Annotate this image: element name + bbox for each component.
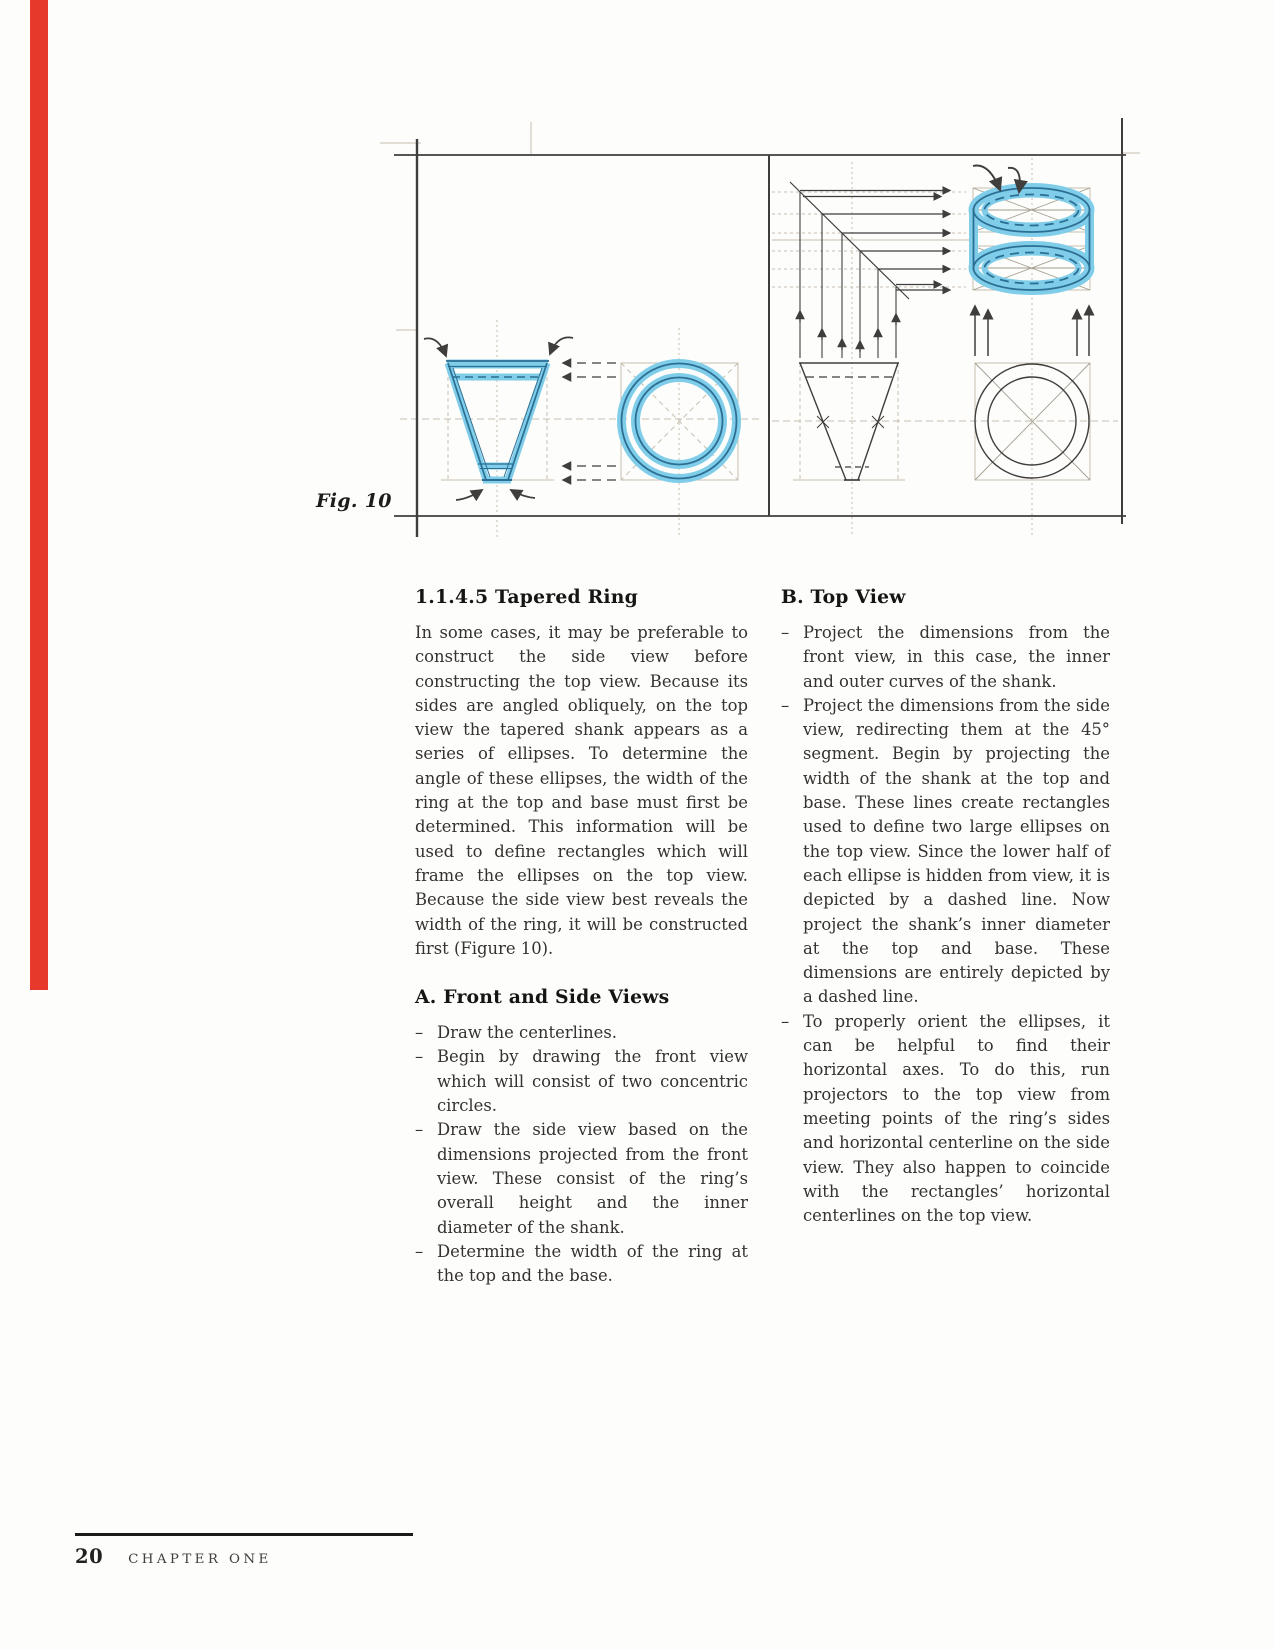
projection-45-construction	[790, 182, 950, 358]
page-number: 20	[75, 1545, 104, 1568]
subsection-heading-front-side-views: A. Front and Side Views	[415, 986, 670, 1009]
list-item	[781, 621, 1110, 694]
figure-10-drawing	[380, 118, 1140, 548]
list-item	[415, 1045, 748, 1118]
list-item	[415, 1021, 748, 1045]
bullet-text: Project the dimensions from the side view, redirecting them at the 45° segment. Begin by projecting the width of the shank at the top and base. These lines create rectangles used to define two large ellipses on the top view. Since the lower half of each ellipse is hidden from view, it is depicted by a dashed line. Now project the shank’s inner diameter at the top and base. These dimensions are entirely depicted by a dashed line.	[803, 695, 1110, 1007]
subsection-heading-top-view: B. Top View	[781, 586, 906, 608]
list-item	[415, 1118, 748, 1239]
footer-rule	[75, 1533, 413, 1536]
left-column	[415, 586, 748, 1288]
bullet-dash: –	[781, 623, 790, 642]
bullet-dash: –	[781, 1011, 790, 1031]
list-item	[415, 1240, 748, 1289]
chapter-label: CHAPTER ONE	[128, 1552, 272, 1567]
bullet-text: Draw the centerlines.	[437, 1023, 617, 1043]
bullet-dash: –	[415, 1120, 424, 1140]
bullet-text: Project the dimensions from the front view, in this case, the inner and outer curves of the shank.	[803, 623, 1110, 691]
section-heading-tapered-ring: 1.1.4.5 Tapered Ring	[415, 586, 638, 608]
bullet-text: Determine the width of the ring at the top and the base.	[437, 1241, 748, 1286]
bullet-text: Draw the side view based on the dimensions projected from the front view. These consist of the ring’s overall height and the inner diameter of the shank.	[437, 1120, 748, 1237]
figure-frame	[394, 118, 1126, 537]
bullet-dash: –	[415, 1241, 424, 1261]
top-view-cylinder-highlighted	[973, 166, 1090, 291]
bullet-text: Begin by drawing the front view which will consist of two concentric circles.	[437, 1047, 748, 1116]
figure-caption: Fig. 10	[316, 490, 392, 512]
figure-10	[0, 0, 1275, 560]
bullet-dash: –	[781, 695, 790, 715]
footer-meta	[75, 1545, 775, 1568]
page-footer	[75, 1533, 775, 1568]
intro-paragraph: In some cases, it may be preferable to construct the side view before constructing the top view. Because its sides are angled obliquely, on the top view the tapered shank appears as a series of ellipses. To determine the angle of these ellipses, the width of the ring at the top and base must first be determined. This information will be used to define rectangles which will frame the ellipses on the top view. Because the side view best reveals the width of the ring, it will be constructed first (Figure 10).	[415, 623, 748, 958]
list-item	[781, 694, 1110, 1010]
bullet-dash: –	[415, 1047, 424, 1067]
right-column	[781, 586, 1110, 1228]
bullet-dash: –	[415, 1023, 424, 1043]
bullet-text: To properly orient the ellipses, it can be helpful to find their horizontal axes. To do this, run projectors to the top view from meeting points of the ring’s sides and horizontal centerline on the side view. They also happen to coincide with the rectangles’ horizontal centerlines on the top view.	[803, 1011, 1110, 1226]
list-item	[781, 1010, 1110, 1229]
